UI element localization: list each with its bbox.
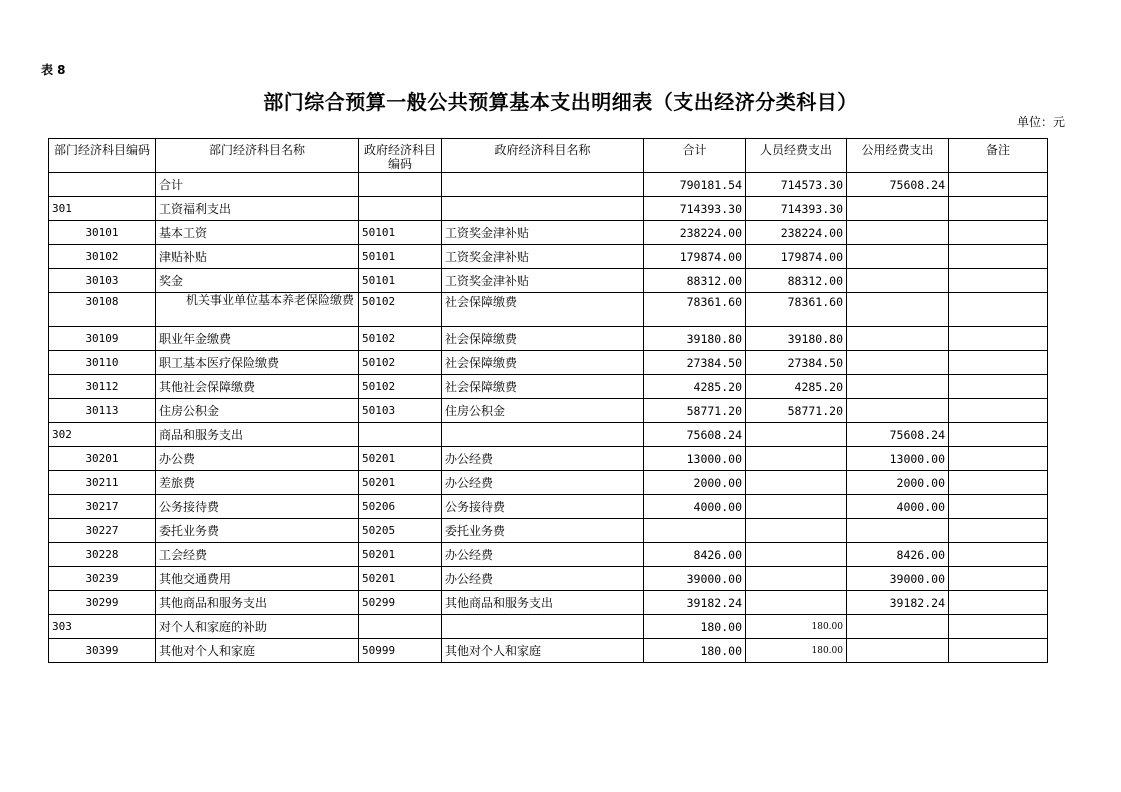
cell-dept-name: 基本工资 bbox=[156, 221, 359, 245]
table-row bbox=[49, 543, 1048, 567]
cell-total: 714393.30 bbox=[644, 197, 746, 221]
cell-dept-name: 职工基本医疗保险缴费 bbox=[156, 351, 359, 375]
cell-public: 2000.00 bbox=[847, 471, 949, 495]
cell-personnel bbox=[746, 471, 847, 495]
cell-gov-name: 其他对个人和家庭 bbox=[442, 639, 644, 663]
cell-total: 78361.60 bbox=[644, 293, 746, 327]
cell-gov-name: 社会保障缴费 bbox=[442, 293, 644, 327]
table-row bbox=[49, 221, 1048, 245]
cell-dept-name: 合计 bbox=[156, 173, 359, 197]
cell-remark bbox=[949, 423, 1048, 447]
cell-dept-code: 301 bbox=[49, 197, 156, 221]
cell-remark bbox=[949, 327, 1048, 351]
cell-gov-name: 办公经费 bbox=[442, 447, 644, 471]
cell-gov-name: 办公经费 bbox=[442, 471, 644, 495]
cell-gov-code: 50101 bbox=[359, 221, 442, 245]
cell-gov-name: 工资奖金津补贴 bbox=[442, 269, 644, 293]
cell-personnel: 78361.60 bbox=[746, 293, 847, 327]
page-title: 部门综合预算一般公共预算基本支出明细表（支出经济分类科目） bbox=[263, 90, 858, 114]
cell-dept-code: 30228 bbox=[49, 543, 156, 567]
cell-personnel bbox=[746, 567, 847, 591]
cell-gov-name: 住房公积金 bbox=[442, 399, 644, 423]
cell-remark bbox=[949, 269, 1048, 293]
cell-personnel: 179874.00 bbox=[746, 245, 847, 269]
cell-remark bbox=[949, 399, 1048, 423]
cell-dept-name: 差旅费 bbox=[156, 471, 359, 495]
cell-public: 75608.24 bbox=[847, 423, 949, 447]
cell-remark bbox=[949, 519, 1048, 543]
header-total: 合计 bbox=[644, 139, 746, 173]
cell-gov-name: 工资奖金津补贴 bbox=[442, 245, 644, 269]
cell-dept-name: 商品和服务支出 bbox=[156, 423, 359, 447]
cell-gov-name: 社会保障缴费 bbox=[442, 375, 644, 399]
cell-remark bbox=[949, 173, 1048, 197]
cell-dept-code: 30399 bbox=[49, 639, 156, 663]
cell-dept-code: 30217 bbox=[49, 495, 156, 519]
cell-public bbox=[847, 519, 949, 543]
unit-label: 单位：元 bbox=[1016, 115, 1065, 129]
cell-public: 39000.00 bbox=[847, 567, 949, 591]
cell-dept-name: 委托业务费 bbox=[156, 519, 359, 543]
cell-personnel: 180.00 bbox=[746, 615, 847, 639]
cell-personnel: 39180.80 bbox=[746, 327, 847, 351]
cell-personnel: 27384.50 bbox=[746, 351, 847, 375]
cell-gov-code: 50201 bbox=[359, 567, 442, 591]
cell-dept-code: 30112 bbox=[49, 375, 156, 399]
header-remark: 备注 bbox=[949, 139, 1048, 173]
cell-total: 790181.54 bbox=[644, 173, 746, 197]
cell-gov-code: 50102 bbox=[359, 351, 442, 375]
cell-gov-name: 社会保障缴费 bbox=[442, 351, 644, 375]
cell-total: 13000.00 bbox=[644, 447, 746, 471]
cell-dept-name: 奖金 bbox=[156, 269, 359, 293]
cell-remark bbox=[949, 197, 1048, 221]
cell-gov-code bbox=[359, 423, 442, 447]
cell-gov-code: 50999 bbox=[359, 639, 442, 663]
cell-gov-name: 其他商品和服务支出 bbox=[442, 591, 644, 615]
cell-gov-name: 工资奖金津补贴 bbox=[442, 221, 644, 245]
cell-dept-name: 其他对个人和家庭 bbox=[156, 639, 359, 663]
cell-personnel bbox=[746, 423, 847, 447]
cell-dept-code: 30103 bbox=[49, 269, 156, 293]
cell-dept-name: 津贴补贴 bbox=[156, 245, 359, 269]
table-row bbox=[49, 447, 1048, 471]
cell-dept-code: 302 bbox=[49, 423, 156, 447]
cell-gov-code: 50101 bbox=[359, 269, 442, 293]
cell-public bbox=[847, 221, 949, 245]
cell-gov-code: 50103 bbox=[359, 399, 442, 423]
header-dept-code: 部门经济科目编码 bbox=[49, 139, 156, 173]
cell-dept-code bbox=[49, 173, 156, 197]
cell-dept-code: 30201 bbox=[49, 447, 156, 471]
table-row bbox=[49, 423, 1048, 447]
cell-personnel: 714573.30 bbox=[746, 173, 847, 197]
table-row bbox=[49, 639, 1048, 663]
cell-gov-code bbox=[359, 615, 442, 639]
cell-public bbox=[847, 375, 949, 399]
cell-remark bbox=[949, 639, 1048, 663]
cell-personnel: 88312.00 bbox=[746, 269, 847, 293]
cell-dept-name: 其他商品和服务支出 bbox=[156, 591, 359, 615]
cell-personnel bbox=[746, 495, 847, 519]
table-row bbox=[49, 351, 1048, 375]
cell-remark bbox=[949, 351, 1048, 375]
cell-public: 75608.24 bbox=[847, 173, 949, 197]
cell-gov-code: 50299 bbox=[359, 591, 442, 615]
table-row bbox=[49, 471, 1048, 495]
cell-remark bbox=[949, 293, 1048, 327]
cell-gov-code: 50102 bbox=[359, 293, 442, 327]
cell-dept-name: 对个人和家庭的补助 bbox=[156, 615, 359, 639]
cell-dept-name: 机关事业单位基本养老保险缴费 bbox=[156, 293, 359, 327]
cell-remark bbox=[949, 567, 1048, 591]
cell-total: 180.00 bbox=[644, 639, 746, 663]
cell-gov-name: 办公经费 bbox=[442, 567, 644, 591]
cell-total: 75608.24 bbox=[644, 423, 746, 447]
cell-personnel: 180.00 bbox=[746, 639, 847, 663]
cell-dept-name: 住房公积金 bbox=[156, 399, 359, 423]
cell-public: 4000.00 bbox=[847, 495, 949, 519]
table-row bbox=[49, 327, 1048, 351]
table-row bbox=[49, 495, 1048, 519]
table-row bbox=[49, 245, 1048, 269]
cell-remark bbox=[949, 591, 1048, 615]
cell-personnel bbox=[746, 591, 847, 615]
cell-dept-code: 303 bbox=[49, 615, 156, 639]
cell-gov-name bbox=[442, 615, 644, 639]
cell-gov-name bbox=[442, 197, 644, 221]
cell-public: 13000.00 bbox=[847, 447, 949, 471]
cell-dept-code: 30109 bbox=[49, 327, 156, 351]
cell-personnel: 58771.20 bbox=[746, 399, 847, 423]
cell-remark bbox=[949, 447, 1048, 471]
cell-total: 2000.00 bbox=[644, 471, 746, 495]
cell-dept-code: 30211 bbox=[49, 471, 156, 495]
cell-dept-code: 30108 bbox=[49, 293, 156, 327]
cell-total: 58771.20 bbox=[644, 399, 746, 423]
cell-public bbox=[847, 351, 949, 375]
cell-public bbox=[847, 615, 949, 639]
cell-remark bbox=[949, 471, 1048, 495]
cell-total: 4000.00 bbox=[644, 495, 746, 519]
cell-gov-code: 50102 bbox=[359, 327, 442, 351]
cell-remark bbox=[949, 615, 1048, 639]
cell-public bbox=[847, 245, 949, 269]
cell-dept-code: 30299 bbox=[49, 591, 156, 615]
cell-public: 39182.24 bbox=[847, 591, 949, 615]
cell-dept-name: 其他交通费用 bbox=[156, 567, 359, 591]
cell-gov-code: 50201 bbox=[359, 471, 442, 495]
cell-remark bbox=[949, 375, 1048, 399]
cell-total: 238224.00 bbox=[644, 221, 746, 245]
cell-dept-code: 30102 bbox=[49, 245, 156, 269]
cell-public bbox=[847, 639, 949, 663]
cell-remark bbox=[949, 495, 1048, 519]
cell-personnel bbox=[746, 519, 847, 543]
table-row bbox=[49, 197, 1048, 221]
cell-gov-code: 50102 bbox=[359, 375, 442, 399]
cell-dept-name: 公务接待费 bbox=[156, 495, 359, 519]
cell-total: 88312.00 bbox=[644, 269, 746, 293]
cell-gov-code: 50206 bbox=[359, 495, 442, 519]
cell-gov-code: 50201 bbox=[359, 543, 442, 567]
cell-dept-code: 30110 bbox=[49, 351, 156, 375]
cell-total: 8426.00 bbox=[644, 543, 746, 567]
cell-gov-name: 社会保障缴费 bbox=[442, 327, 644, 351]
cell-dept-name: 工会经费 bbox=[156, 543, 359, 567]
header-dept-name: 部门经济科目名称 bbox=[156, 139, 359, 173]
table-row bbox=[49, 173, 1048, 197]
header-gov-name: 政府经济科目名称 bbox=[442, 139, 644, 173]
cell-remark bbox=[949, 245, 1048, 269]
cell-total: 27384.50 bbox=[644, 351, 746, 375]
table-row bbox=[49, 567, 1048, 591]
table-row bbox=[49, 375, 1048, 399]
table-row bbox=[49, 591, 1048, 615]
cell-total: 180.00 bbox=[644, 615, 746, 639]
cell-dept-code: 30113 bbox=[49, 399, 156, 423]
cell-dept-code: 30227 bbox=[49, 519, 156, 543]
table-number: 表 8 bbox=[41, 63, 66, 77]
cell-public bbox=[847, 399, 949, 423]
cell-dept-name: 办公费 bbox=[156, 447, 359, 471]
cell-dept-name: 工资福利支出 bbox=[156, 197, 359, 221]
cell-gov-code bbox=[359, 197, 442, 221]
header-personnel: 人员经费支出 bbox=[746, 139, 847, 173]
table-row bbox=[49, 519, 1048, 543]
cell-gov-name bbox=[442, 173, 644, 197]
table-row bbox=[49, 293, 1048, 327]
cell-dept-code: 30101 bbox=[49, 221, 156, 245]
header-row bbox=[49, 139, 1048, 173]
cell-gov-code bbox=[359, 173, 442, 197]
cell-gov-code: 50201 bbox=[359, 447, 442, 471]
cell-total: 39000.00 bbox=[644, 567, 746, 591]
cell-gov-name bbox=[442, 423, 644, 447]
cell-public bbox=[847, 269, 949, 293]
cell-total bbox=[644, 519, 746, 543]
cell-dept-name: 职业年金缴费 bbox=[156, 327, 359, 351]
cell-personnel: 238224.00 bbox=[746, 221, 847, 245]
cell-personnel: 714393.30 bbox=[746, 197, 847, 221]
cell-personnel bbox=[746, 543, 847, 567]
cell-total: 39182.24 bbox=[644, 591, 746, 615]
cell-personnel bbox=[746, 447, 847, 471]
cell-remark bbox=[949, 543, 1048, 567]
table-row bbox=[49, 615, 1048, 639]
cell-total: 39180.80 bbox=[644, 327, 746, 351]
cell-gov-code: 50101 bbox=[359, 245, 442, 269]
expenditure-table bbox=[48, 138, 1048, 663]
cell-gov-name: 办公经费 bbox=[442, 543, 644, 567]
cell-dept-code: 30239 bbox=[49, 567, 156, 591]
cell-total: 179874.00 bbox=[644, 245, 746, 269]
cell-gov-name: 公务接待费 bbox=[442, 495, 644, 519]
cell-public bbox=[847, 197, 949, 221]
header-gov-code: 政府经济科目编码 bbox=[359, 139, 442, 173]
cell-remark bbox=[949, 221, 1048, 245]
cell-gov-name: 委托业务费 bbox=[442, 519, 644, 543]
cell-gov-code: 50205 bbox=[359, 519, 442, 543]
cell-public bbox=[847, 293, 949, 327]
cell-public bbox=[847, 327, 949, 351]
cell-dept-name: 其他社会保障缴费 bbox=[156, 375, 359, 399]
table-row bbox=[49, 269, 1048, 293]
cell-total: 4285.20 bbox=[644, 375, 746, 399]
table-row bbox=[49, 399, 1048, 423]
header-public: 公用经费支出 bbox=[847, 139, 949, 173]
cell-public: 8426.00 bbox=[847, 543, 949, 567]
cell-personnel: 4285.20 bbox=[746, 375, 847, 399]
